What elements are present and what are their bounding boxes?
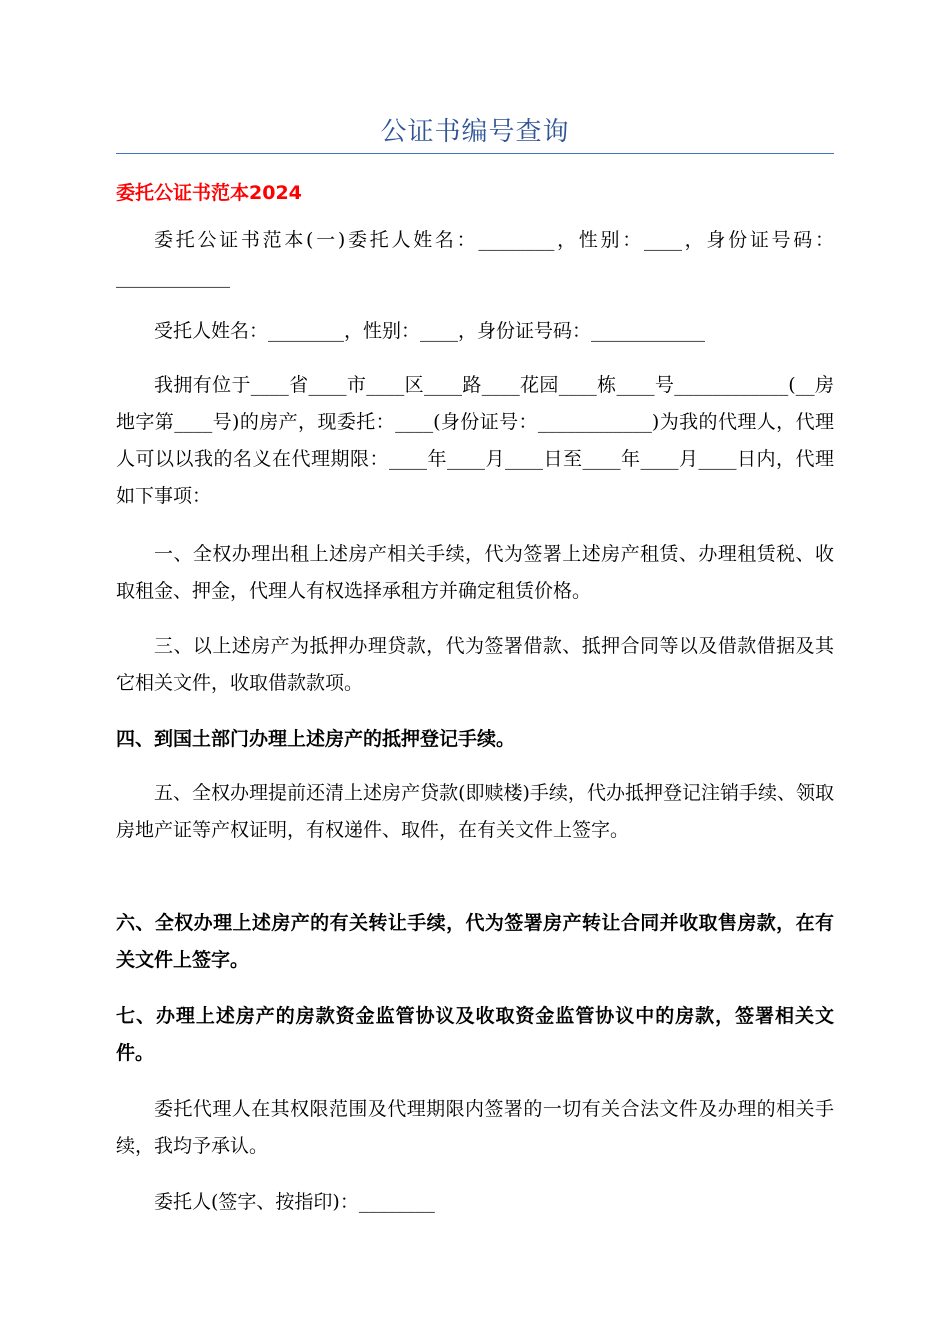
paragraph-signature: 委托人(签字、按指印)：________ [154, 1191, 435, 1213]
paragraph-item-7: 七、办理上述房产的房款资金监管协议及收取资金监管协议中的房款，签署相关文件。 [116, 1005, 834, 1064]
paragraph-agent-info: 受托人姓名：________，性别：____，身份证号码：____________ [154, 320, 706, 342]
paragraph-item-5: 五、全权办理提前还清上述房产贷款(即赎楼)手续，代办抵押登记注销手续、领取房地产证等产权证明，有权递件、取件，在有关文件上签字。 [116, 782, 834, 841]
document-subtitle: 委托公证书范本2024 [116, 182, 302, 204]
paragraph-item-4: 四、到国土部门办理上述房产的抵押登记手续。 [116, 728, 516, 750]
paragraph-item-3: 三、以上述房产为抵押办理贷款，代为签署借款、抵押合同等以及借款借据及其它相关文件，收取借款款项。 [116, 635, 834, 694]
paragraph-property-info: 我拥有位于____省____市____区____路____花园____栋____号____________(__房地字第____号)的房产，现委托：____(身份证号：____________)为我的代理人，代理人可以以我的名义在代理期限：____年____月____日至____年____月____日内，代理如下事项： [116, 374, 834, 507]
paragraph-item-6: 六、全权办理上述房产的有关转让手续，代为签署房产转让合同并收取售房款，在有关文件上签字。 [116, 912, 834, 971]
page-title: 公证书编号查询 [380, 117, 570, 147]
title-divider [116, 153, 834, 154]
paragraph-principal-info: 委托公证书范本(一)委托人姓名：________，性别：____，身份证号码：____________ [116, 229, 834, 288]
paragraph-acknowledgement: 委托代理人在其权限范围及代理期限内签署的一切有关合法文件及办理的相关手续，我均予承认。 [116, 1098, 834, 1157]
paragraph-item-1: 一、全权办理出租上述房产相关手续，代为签署上述房产租赁、办理租赁税、收取租金、押金，代理人有权选择承租方并确定租赁价格。 [116, 543, 834, 602]
